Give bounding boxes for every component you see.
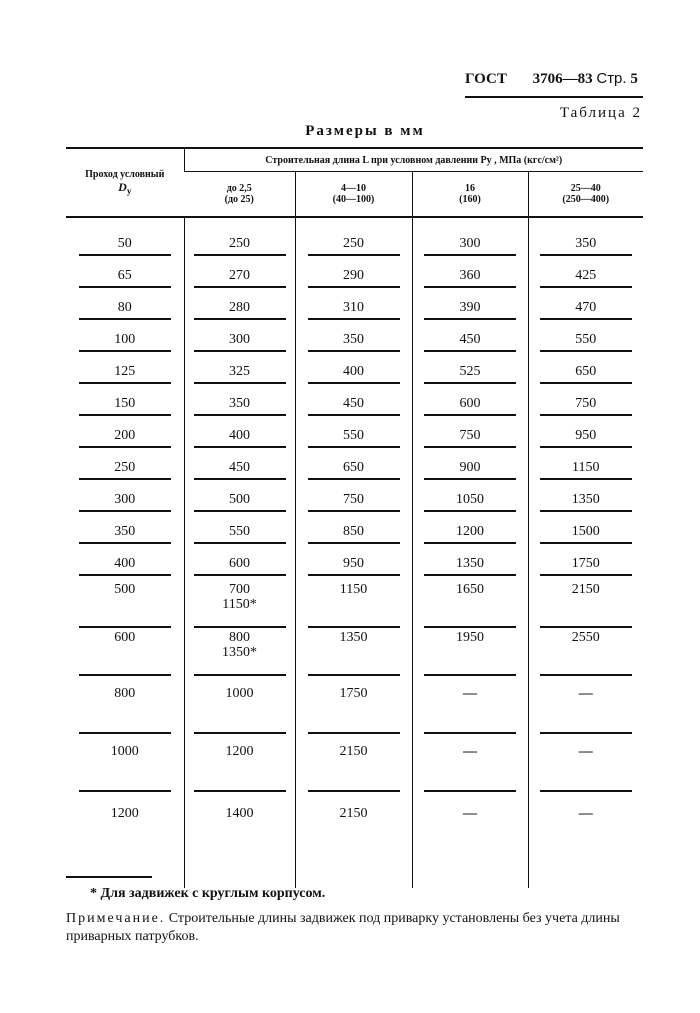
dn-value: 1200: [110, 806, 139, 821]
dn-cell: [66, 792, 184, 888]
length-cell: [412, 676, 528, 734]
dn-value: 200: [114, 428, 136, 443]
length-cell: [412, 580, 528, 628]
length-value: 450: [229, 460, 250, 475]
length-cell: [184, 628, 295, 676]
table-row: [66, 388, 643, 420]
length-cell: [528, 580, 643, 628]
footnote: * Для задвижек с круглым корпусом.: [90, 886, 326, 901]
length-value-alt: 1350*: [222, 645, 257, 660]
length-cell: [184, 388, 295, 420]
length-value: 650: [575, 364, 597, 379]
length-value: 300: [459, 236, 481, 251]
dn-cell: [66, 388, 184, 420]
length-value: 400: [229, 428, 250, 443]
table-row: [66, 734, 643, 792]
dn-cell: [66, 420, 184, 452]
note-text: Строительные длины задвижек под приварку установлены без учета длины приварных патрубков.: [66, 911, 620, 944]
length-cell: [528, 388, 643, 420]
pressure-col-header: [412, 172, 528, 218]
length-value: 1650: [456, 582, 484, 597]
length-value: 750: [459, 428, 481, 443]
table-row: [66, 628, 643, 676]
table-row: [66, 356, 643, 388]
note: [66, 910, 646, 946]
length-cell: [412, 548, 528, 580]
table-label: Таблица 2: [559, 105, 642, 121]
table-row: [66, 292, 643, 324]
length-cell: [184, 356, 295, 388]
length-cell: [295, 292, 412, 324]
table-row: [66, 548, 643, 580]
length-value: 250: [229, 236, 250, 251]
length-value: 350: [575, 236, 597, 251]
length-value: 360: [459, 268, 481, 283]
length-value: 300: [229, 332, 250, 347]
length-cell: [412, 628, 528, 676]
length-cell: [412, 228, 528, 260]
length-value: 500: [229, 492, 250, 507]
length-value: 800: [229, 630, 250, 645]
length-value: 525: [459, 364, 481, 379]
length-value: 1350: [571, 492, 600, 507]
length-cell: [295, 734, 412, 792]
dn-header-symbol: D: [118, 179, 127, 194]
dn-cell: [66, 580, 184, 628]
length-value: 2550: [571, 630, 600, 645]
dn-header: [66, 148, 184, 217]
table-row: [66, 324, 643, 356]
length-value: 390: [459, 300, 481, 315]
length-cell: [184, 676, 295, 734]
length-cell: [295, 420, 412, 452]
length-value: 1150: [572, 460, 600, 475]
length-value: —: [463, 744, 477, 759]
pressure-col-kgf: (160): [459, 194, 481, 205]
length-cell: [184, 516, 295, 548]
length-value: 650: [343, 460, 364, 475]
header-rule: [465, 96, 643, 98]
note-label: Примечание.: [66, 911, 166, 926]
length-cell: [184, 420, 295, 452]
length-cell: [295, 516, 412, 548]
dn-cell: [66, 228, 184, 260]
length-cell: [295, 356, 412, 388]
length-value: 1050: [456, 492, 484, 507]
length-value: 470: [575, 300, 597, 315]
pressure-col-kgf: (до 25): [224, 194, 254, 205]
length-value: 1750: [339, 686, 368, 701]
standard-name: ГОСТ: [465, 71, 507, 87]
page-header: [465, 70, 638, 88]
length-cell: [528, 676, 643, 734]
length-value: —: [578, 686, 593, 701]
pressure-col-value: 25—40: [570, 183, 601, 194]
length-value: 950: [575, 428, 597, 443]
length-value: 600: [229, 556, 250, 571]
length-value: 325: [229, 364, 250, 379]
length-cell: [528, 324, 643, 356]
table-row: [66, 452, 643, 484]
pressure-col-value: 16: [465, 183, 475, 194]
pressure-col-value: 4—10: [341, 183, 366, 194]
length-cell: [412, 792, 528, 888]
length-cell: [184, 548, 295, 580]
length-value: 270: [229, 268, 250, 283]
dn-value: 125: [114, 364, 136, 379]
length-cell: [412, 260, 528, 292]
table-row: [66, 792, 643, 888]
length-cell: [184, 228, 295, 260]
dn-header-label: Проход условный: [85, 168, 165, 180]
table-row: [66, 516, 643, 548]
length-cell: [295, 548, 412, 580]
length-cell: [184, 580, 295, 628]
dn-value: 800: [114, 686, 136, 701]
length-cell: [295, 792, 412, 888]
length-cell: [528, 484, 643, 516]
length-value: 400: [343, 364, 364, 379]
table-body: [66, 217, 643, 888]
length-cell: [412, 388, 528, 420]
length-cell: [184, 260, 295, 292]
dn-value: 50: [117, 236, 132, 251]
dn-value: 500: [114, 582, 136, 597]
length-value: 290: [343, 268, 364, 283]
length-cell: [528, 260, 643, 292]
length-cell: [184, 324, 295, 356]
page-number: 5: [630, 71, 638, 87]
dn-header-subscript: у: [126, 185, 132, 196]
length-cell: [412, 734, 528, 792]
pressure-col-header: [528, 172, 643, 218]
length-cell: [528, 548, 643, 580]
length-cell: [528, 356, 643, 388]
length-value: —: [463, 806, 477, 821]
length-value: 550: [343, 428, 364, 443]
dn-cell: [66, 484, 184, 516]
length-cell: [412, 356, 528, 388]
length-cell: [412, 452, 528, 484]
dn-cell: [66, 734, 184, 792]
length-value: 350: [343, 332, 364, 347]
length-cell: [528, 734, 643, 792]
length-value: —: [578, 806, 593, 821]
pressure-col-header: [295, 172, 412, 218]
pressure-col-value: до 2,5: [226, 183, 252, 194]
length-cell: [295, 228, 412, 260]
length-value: 250: [343, 236, 364, 251]
dn-cell: [66, 452, 184, 484]
page-label: Стр.: [596, 70, 627, 87]
pressure-col-header: [184, 172, 295, 218]
table-row: [66, 580, 643, 628]
length-cell: [295, 452, 412, 484]
length-cell: [528, 628, 643, 676]
length-value: 1200: [456, 524, 484, 539]
length-value: 2150: [339, 744, 368, 759]
table-row: [66, 228, 643, 260]
dn-cell: [66, 516, 184, 548]
dn-value: 300: [114, 492, 136, 507]
length-cell: [528, 420, 643, 452]
length-cell: [412, 484, 528, 516]
length-value: 1400: [225, 806, 254, 821]
length-cell: [528, 228, 643, 260]
length-value: —: [578, 744, 593, 759]
length-value: 1350: [339, 630, 368, 645]
length-value: 750: [575, 396, 597, 411]
length-value: 2150: [339, 806, 368, 821]
length-cell: [412, 516, 528, 548]
dn-value: 400: [114, 556, 136, 571]
length-value: 1200: [225, 744, 254, 759]
length-cell: [528, 792, 643, 888]
length-cell: [412, 420, 528, 452]
length-value: 1750: [571, 556, 600, 571]
length-value: 450: [343, 396, 364, 411]
pressure-col-kgf: (250—400): [562, 194, 610, 205]
length-cell: [184, 484, 295, 516]
dn-value: 65: [117, 268, 132, 283]
length-cell: [295, 676, 412, 734]
dn-cell: [66, 260, 184, 292]
table-row: [66, 676, 643, 734]
length-value: 550: [575, 332, 597, 347]
length-value: 350: [229, 396, 250, 411]
length-value: 1350: [456, 556, 484, 571]
dn-value: 250: [114, 460, 136, 475]
dn-cell: [66, 676, 184, 734]
dn-value: 80: [117, 300, 132, 315]
length-value: 1500: [571, 524, 600, 539]
footnote-rule: [66, 876, 152, 878]
length-cell: [412, 324, 528, 356]
table-row: [66, 260, 643, 292]
lengths-table: [66, 147, 643, 888]
dn-cell: [66, 628, 184, 676]
length-cell: [412, 292, 528, 324]
length-cell: [295, 324, 412, 356]
length-cell: [295, 260, 412, 292]
length-cell: [184, 292, 295, 324]
length-value: 700: [229, 582, 250, 597]
dimensions-label: Размеры в мм: [305, 123, 425, 139]
length-value: 850: [343, 524, 364, 539]
table-row: [66, 420, 643, 452]
dn-cell: [66, 292, 184, 324]
length-cell: [184, 792, 295, 888]
length-cell: [184, 734, 295, 792]
length-value: —: [463, 686, 477, 701]
length-cell: [295, 628, 412, 676]
table-row: [66, 484, 643, 516]
length-cell: [295, 388, 412, 420]
dn-cell: [66, 356, 184, 388]
length-value: 425: [575, 268, 597, 283]
length-value: 280: [229, 300, 250, 315]
dn-value: 150: [114, 396, 136, 411]
length-value: 900: [459, 460, 481, 475]
length-cell: [528, 516, 643, 548]
pressure-col-kgf: (40—100): [332, 194, 375, 205]
dn-value: 1000: [110, 744, 139, 759]
length-value: 2150: [571, 582, 600, 597]
group-header: Строительная длина L при условном давлении Pу , МПа (кгс/см²): [184, 148, 643, 172]
length-value: 1150: [339, 582, 368, 597]
dn-cell: [66, 548, 184, 580]
length-value: 1000: [225, 686, 254, 701]
length-value-alt: 1150*: [222, 597, 257, 612]
length-value: 600: [459, 396, 481, 411]
length-cell: [295, 484, 412, 516]
dn-value: 600: [114, 630, 136, 645]
length-cell: [528, 292, 643, 324]
length-cell: [184, 452, 295, 484]
length-cell: [295, 580, 412, 628]
length-value: 750: [343, 492, 364, 507]
length-value: 450: [459, 332, 481, 347]
length-value: 550: [229, 524, 250, 539]
length-value: 1950: [456, 630, 484, 645]
dn-value: 350: [114, 524, 136, 539]
length-value: 310: [343, 300, 364, 315]
dn-cell: [66, 324, 184, 356]
length-value: 950: [343, 556, 364, 571]
length-cell: [528, 452, 643, 484]
dn-value: 100: [114, 332, 136, 347]
standard-number: 3706—83: [532, 71, 593, 87]
